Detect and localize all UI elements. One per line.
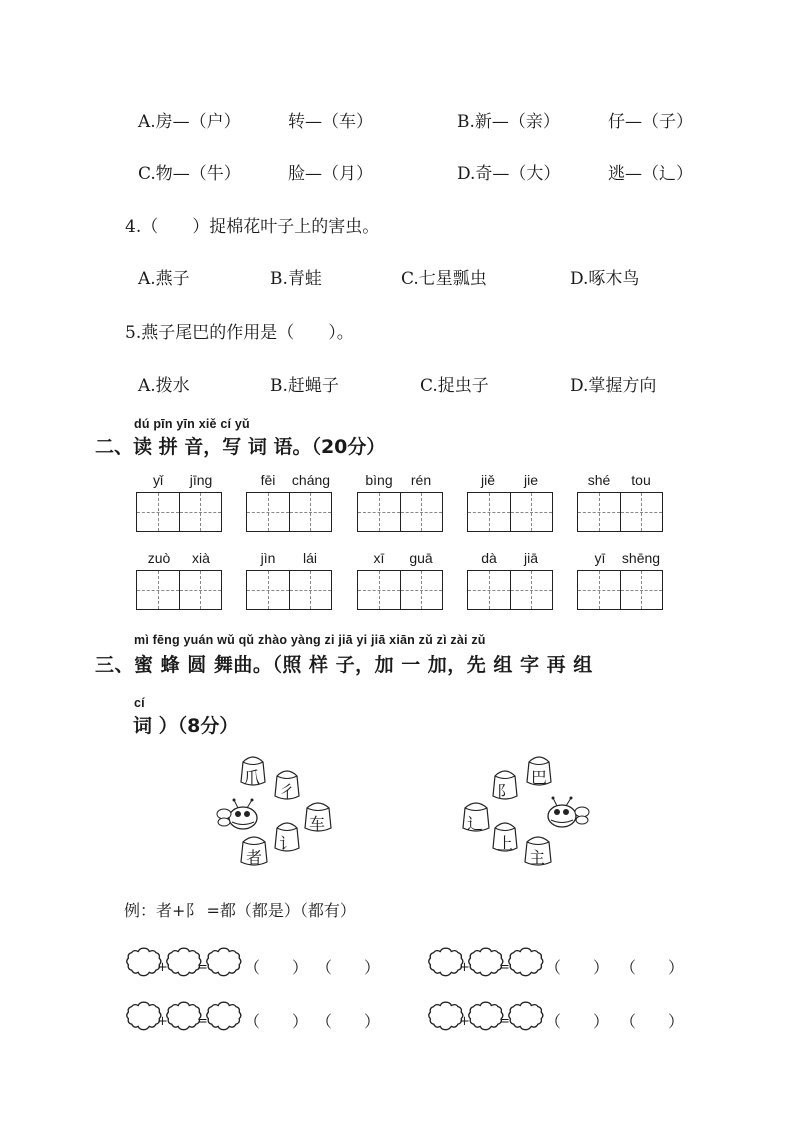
answer-paren[interactable]: （ ） <box>316 958 381 977</box>
q3-option-d1: D.奇—（大） <box>457 164 561 184</box>
answer-paren[interactable]: （ ） <box>545 958 610 977</box>
pinyin-label: guā <box>409 550 433 566</box>
pinyin-label: jiā <box>523 550 538 566</box>
pinyin-label: shé <box>587 472 611 488</box>
section2-pinyin-title: dú pīn yīn xiě cí yǔ <box>134 417 250 431</box>
section3-pinyin-ci: cí <box>134 696 145 710</box>
pot-char: 阝 <box>497 782 514 801</box>
equals-sign: = <box>197 1014 208 1029</box>
section2-title: 二、读 拼 音，写 词 语。（20分） <box>95 436 386 458</box>
flower-blank[interactable] <box>509 1002 543 1029</box>
pinyin-label: lái <box>302 550 317 566</box>
pinyin-label: rén <box>410 472 432 488</box>
pinyin-label: tou <box>631 472 651 488</box>
q3-option-c1: C.物—（牛） <box>138 164 241 184</box>
answer-paren[interactable]: （ ） <box>244 958 309 977</box>
flower-blank[interactable] <box>429 1002 463 1029</box>
q5-stem: 5.燕子尾巴的作用是（ ）。 <box>125 323 354 343</box>
answer-paren[interactable]: （ ） <box>620 1012 685 1031</box>
flower-blank[interactable] <box>207 1002 241 1029</box>
q5-option-a: A.拨水 <box>138 376 190 396</box>
pinyin-label: zuò <box>147 550 171 566</box>
pinyin-label: jīng <box>189 472 213 488</box>
flower-blank[interactable] <box>127 948 161 976</box>
plus-sign: + <box>459 960 470 975</box>
q4-option-b: B.青蛙 <box>270 269 322 289</box>
section3-title-cont: 词 ）（8分） <box>133 715 239 737</box>
answer-paren[interactable]: （ ） <box>620 958 685 977</box>
q4-option-d: D.啄木鸟 <box>570 269 640 289</box>
pot-char: 彳 <box>279 782 296 801</box>
pinyin-label: jie <box>523 472 538 488</box>
plus-sign: + <box>157 1014 168 1029</box>
pot-char: 上 <box>497 834 514 853</box>
answer-paren[interactable]: （ ） <box>545 1012 610 1031</box>
q3-option-b2: 仔—（子） <box>608 112 693 132</box>
pot-char: 者 <box>246 848 263 867</box>
flower-blank[interactable] <box>469 948 503 976</box>
pinyin-label: yī <box>594 550 606 566</box>
plus-sign: + <box>157 960 168 975</box>
pinyin-label: dà <box>481 550 497 566</box>
flower-blank[interactable] <box>469 1002 503 1029</box>
q5-option-b: B.赶蝇子 <box>270 376 339 396</box>
pot-char: 辶 <box>467 814 484 833</box>
q3-option-d2: 逃—（辶） <box>608 164 693 184</box>
pinyin-label: jìn <box>260 550 276 566</box>
flower-blank[interactable] <box>167 1002 201 1029</box>
plus-sign: + <box>459 1014 470 1029</box>
example-line: 例：者+阝 =都（都是）（都有） <box>124 901 356 920</box>
section3-pinyin-title: mì fēng yuán wǔ qǔ zhào yàng zi jiā yi jiā xiān zǔ zì zài zǔ <box>134 633 486 647</box>
pinyin-label: jiě <box>480 472 495 488</box>
answer-paren[interactable]: （ ） <box>244 1012 309 1031</box>
equals-sign: = <box>197 960 208 975</box>
pinyin-label: bìng <box>365 472 393 488</box>
flower-blank[interactable] <box>167 948 201 976</box>
answer-paren[interactable]: （ ） <box>316 1012 381 1031</box>
pinyin-label: xià <box>192 550 210 566</box>
pinyin-label: xī <box>373 550 385 566</box>
q3-option-a2: 转—（车） <box>288 112 373 132</box>
pinyin-label: yǐ <box>152 472 164 488</box>
q4-stem: 4.（ ）捉棉花叶子上的害虫。 <box>125 217 380 237</box>
pot-char: 巴 <box>531 768 548 787</box>
equals-sign: = <box>499 1014 510 1029</box>
pinyin-label: shēng <box>621 550 661 566</box>
pinyin-label: fēi <box>260 472 276 488</box>
q5-option-c: C.捉虫子 <box>420 376 489 396</box>
flower-blank[interactable] <box>429 948 463 976</box>
pot-char: 爪 <box>244 768 261 787</box>
q4-option-a: A.燕子 <box>138 269 190 289</box>
q5-option-d: D.掌握方向 <box>570 376 657 396</box>
q3-option-a1: A.房—（户） <box>138 112 241 132</box>
pot-char: 主 <box>529 848 546 867</box>
q3-option-c2: 脸—（月） <box>288 164 373 184</box>
flower-blank[interactable] <box>207 948 241 976</box>
equals-sign: = <box>499 960 510 975</box>
pinyin-label: cháng <box>291 472 331 488</box>
q4-option-c: C.七星瓢虫 <box>401 269 487 289</box>
q3-option-b1: B.新—（亲） <box>457 112 560 132</box>
pot-char: 车 <box>309 814 326 833</box>
pot-char: 讠 <box>279 834 296 853</box>
flower-blank[interactable] <box>127 1002 161 1029</box>
section3-title: 三、蜜 蜂 圆 舞曲。（照 样 子，加 一 加，先 组 字 再 组 <box>95 654 593 676</box>
flower-blank[interactable] <box>509 948 543 976</box>
